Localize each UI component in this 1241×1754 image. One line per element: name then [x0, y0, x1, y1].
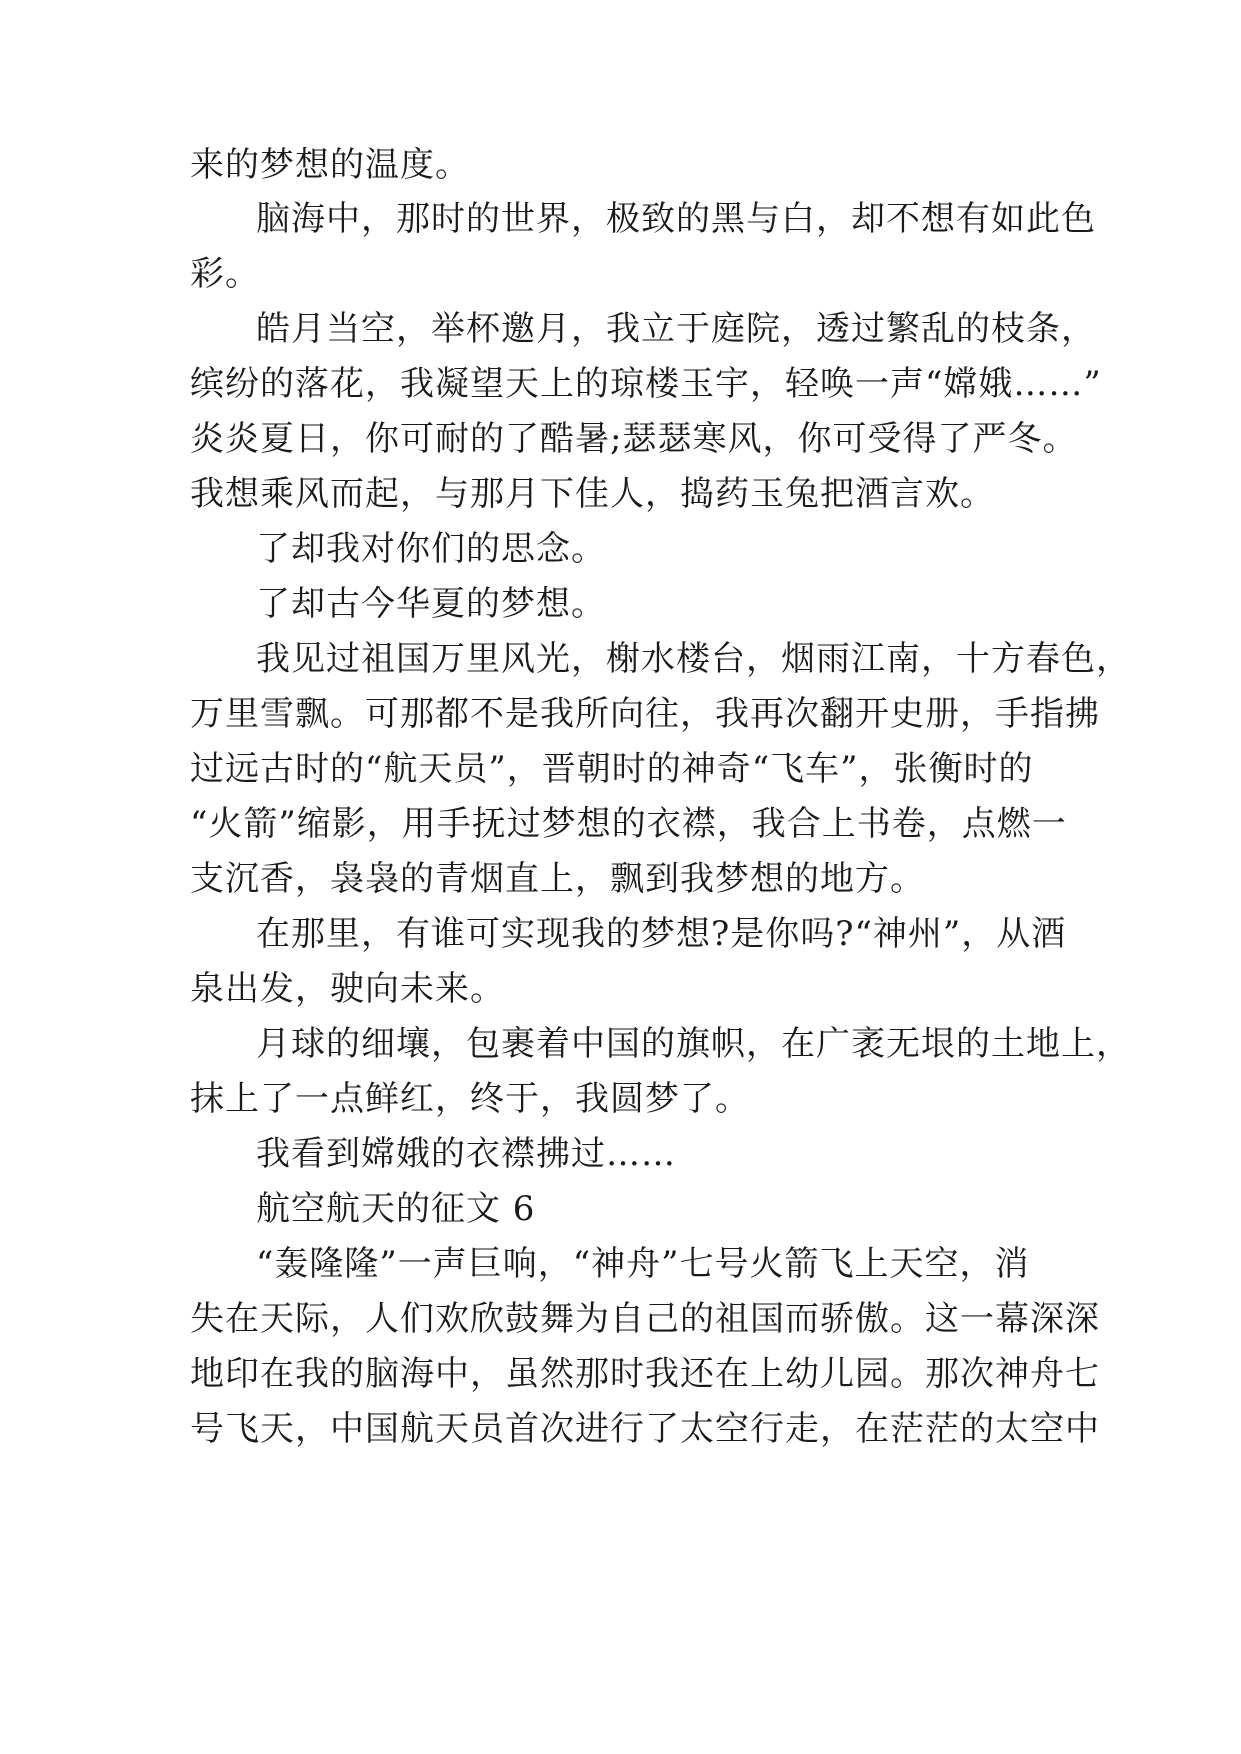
paragraph-start-line: 了却我对你们的思念。	[256, 529, 606, 569]
paragraph-start-line: 我看到嫦娥的衣襟拂过……	[256, 1134, 676, 1174]
text-line: 失在天际，人们欢欣鼓舞为自己的祖国而骄傲。这一幕深深	[190, 1299, 1100, 1339]
paragraph-start-line: “轰隆隆”一声巨响，“神舟”七号火箭飞上天空，消	[256, 1244, 1030, 1284]
paragraph-start-line: 月球的细壤，包裹着中国的旗帜，在广袤无垠的土地上，	[256, 1024, 1131, 1064]
text-line: “火箭”缩影，用手抚过梦想的衣襟，我合上书卷，点燃一	[190, 804, 1067, 844]
section-title: 航空航天的征文 6	[256, 1189, 536, 1229]
text-line: 来的梦想的温度。	[190, 145, 470, 185]
text-line: 炎炎夏日，你可耐的了酷暑;瑟瑟寒风，你可受得了严冬。	[190, 419, 1078, 459]
text-line: 支沉香，袅袅的青烟直上，飘到我梦想的地方。	[190, 859, 925, 899]
paragraph-start-line: 在那里，有谁可实现我的梦想?是你吗?“神州”，从酒	[256, 914, 1067, 954]
text-line: 号飞天，中国航天员首次进行了太空行走，在茫茫的太空中	[190, 1409, 1100, 1449]
text-line: 缤纷的落花，我凝望天上的琼楼玉宇，轻唤一声“嫦娥……”	[190, 364, 1102, 404]
paragraph-start-line: 我见过祖国万里风光，榭水楼台，烟雨江南，十方春色，	[256, 639, 1131, 679]
text-line: 我想乘风而起，与那月下佳人，捣药玉兔把酒言欢。	[190, 474, 995, 514]
paragraph-start-line: 了却古今华夏的梦想。	[256, 584, 606, 624]
text-line: 彩。	[190, 254, 260, 294]
text-line: 过远古时的“航天员”，晋朝时的神奇“飞车”，张衡时的	[190, 749, 1034, 789]
text-line: 抹上了一点鲜红，终于，我圆梦了。	[190, 1079, 750, 1119]
text-line: 地印在我的脑海中，虽然那时我还在上幼儿园。那次神舟七	[190, 1354, 1100, 1394]
paragraph-start-line: 脑海中，那时的世界，极致的黑与白，却不想有如此色	[256, 199, 1096, 239]
text-line: 万里雪飘。可那都不是我所向往，我再次翻开史册，手指拂	[190, 694, 1100, 734]
paragraph-start-line: 皓月当空，举杯邀月，我立于庭院，透过繁乱的枝条，	[256, 309, 1096, 349]
text-line: 泉出发，驶向未来。	[190, 969, 505, 1009]
